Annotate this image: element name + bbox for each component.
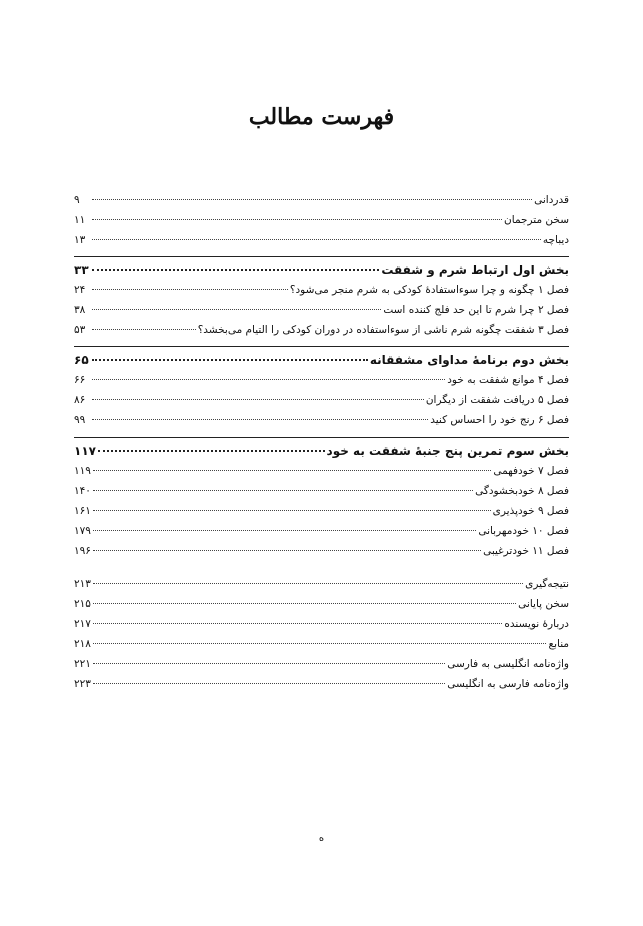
toc-entry-label: فصل ۵ دریافت شفقت از دیگران (425, 394, 569, 406)
toc-entry[interactable] (74, 463, 569, 483)
leader-dots (93, 510, 491, 511)
toc-entry[interactable] (74, 596, 569, 616)
toc-entry[interactable] (74, 656, 569, 676)
toc-entry-label: فصل ۸ خودبخشودگی (475, 485, 569, 497)
toc-entry-page: ۱۷۹ (74, 525, 91, 537)
toc-entry-page: ۹ (74, 194, 80, 206)
toc-entry[interactable] (74, 523, 569, 543)
toc-entry-page: ۲۱۸ (74, 638, 91, 650)
leader-dots (98, 450, 325, 452)
toc-entry-label: فصل ۲ چرا شرم تا این حد فلج کننده است (383, 304, 569, 316)
toc-entry-page: ۲۱۷ (74, 618, 91, 630)
toc-entry-page: ۱۴۰ (74, 485, 91, 497)
toc-entry-page: ۱۶۱ (74, 505, 91, 517)
toc-part-title[interactable] (74, 352, 569, 372)
toc-entry-label: واژه‌نامه فارسی به انگلیسی (447, 678, 569, 690)
toc-entry-page: ۱۳ (74, 234, 86, 246)
toc-entry-page: ۱۱۹ (74, 465, 91, 477)
toc-part-3 (74, 437, 569, 563)
leader-dots (93, 550, 481, 551)
leader-dots (93, 470, 491, 471)
toc-entry-label: فصل ۹ خودپذیری (492, 505, 569, 517)
toc-part-title[interactable] (74, 443, 569, 463)
toc-entry-label: قدردانی (534, 194, 569, 206)
toc-entry-label: منابع (548, 638, 569, 650)
toc-part-label: بخش دوم برنامهٔ مداوای مشفقانه (369, 353, 569, 367)
leader-dots (93, 643, 547, 644)
leader-dots (92, 239, 541, 240)
toc-entry[interactable] (74, 212, 569, 232)
toc-part-1 (74, 256, 569, 342)
section-divider (74, 346, 569, 347)
leader-dots (93, 663, 445, 664)
toc-entry-label: فصل ۴ موانع شفقت به خود (447, 374, 569, 386)
toc-part-page: ۳۳ (74, 263, 89, 277)
toc-entry-label: فصل ۷ خودفهمی (493, 465, 569, 477)
leader-dots (92, 269, 379, 271)
toc-entry-page: ۲۱۳ (74, 578, 91, 590)
leader-dots (93, 683, 445, 684)
toc-entry-label: فصل ۳ شفقت چگونه شرم ناشی از سوءاستفاده در دوران کودکی را التیام می‌بخشد؟ (197, 324, 569, 336)
footer-page-number: ه (318, 833, 325, 844)
toc-entry-page: ۲۴ (74, 284, 86, 296)
toc-entry[interactable] (74, 543, 569, 563)
section-divider (74, 437, 569, 438)
toc-entry-page: ۲۲۳ (74, 678, 91, 690)
toc-entry[interactable] (74, 192, 569, 212)
leader-dots (93, 530, 476, 531)
toc-entry[interactable] (74, 483, 569, 503)
toc-entry[interactable] (74, 322, 569, 342)
toc-back-matter (74, 576, 569, 696)
leader-dots (93, 603, 516, 604)
leader-dots (92, 219, 502, 220)
toc-part-2 (74, 346, 569, 432)
toc-entry-page: ۲۲۱ (74, 658, 91, 670)
leader-dots (92, 199, 532, 200)
toc-entry[interactable] (74, 392, 569, 412)
toc-entry-label: فصل ۱۰ خودمهربانی (478, 525, 569, 537)
leader-dots (93, 583, 523, 584)
toc-entry[interactable] (74, 302, 569, 322)
toc-entry[interactable] (74, 576, 569, 596)
toc-entry-label: نتیجه‌گیری (525, 578, 569, 590)
toc-entry[interactable] (74, 372, 569, 392)
toc-entry-label: فصل ۱۱ خودترغیبی (483, 545, 569, 557)
leader-dots (92, 399, 424, 400)
leader-dots (93, 623, 502, 624)
leader-dots (92, 309, 381, 310)
toc-entry-page: ۱۱ (74, 214, 86, 226)
toc-entry[interactable] (74, 412, 569, 432)
toc-entry-label: دربارهٔ نویسنده (504, 618, 569, 630)
toc-front-matter (74, 192, 569, 252)
toc-entry-label: سخن پایانی (518, 598, 569, 610)
toc-entry[interactable] (74, 636, 569, 656)
toc-entry[interactable] (74, 616, 569, 636)
toc-entry[interactable] (74, 232, 569, 252)
page-title: فهرست مطالب (248, 104, 395, 130)
toc-entry-page: ۲۱۵ (74, 598, 91, 610)
toc-part-title[interactable] (74, 262, 569, 282)
toc-entry-label: سخن مترجمان (504, 214, 569, 226)
leader-dots (92, 379, 445, 380)
toc-part-page: ۶۵ (74, 353, 89, 367)
toc-entry-page: ۱۹۶ (74, 545, 91, 557)
toc-entry[interactable] (74, 282, 569, 302)
toc-entry-page: ۳۸ (74, 304, 86, 316)
toc-entry-page: ۹۹ (74, 414, 86, 426)
toc-entry-label: فصل ۱ چگونه و چرا سوءاستفادهٔ کودکی به شرم منجر می‌شود؟ (289, 284, 569, 296)
leader-dots (92, 329, 196, 330)
section-divider (74, 256, 569, 257)
toc-entry[interactable] (74, 676, 569, 696)
leader-dots (93, 490, 473, 491)
toc-entry-page: ۵۳ (74, 324, 86, 336)
leader-dots (92, 289, 288, 290)
toc-entry-page: ۶۶ (74, 374, 86, 386)
toc-part-label: بخش اول ارتباط شرم و شفقت (381, 263, 569, 277)
toc-entry-label: واژه‌نامه انگلیسی به فارسی (447, 658, 569, 670)
leader-dots (92, 359, 368, 361)
toc-part-page: ۱۱۷ (74, 444, 96, 458)
toc-entry-label: دیباچه (542, 234, 569, 246)
toc-entry[interactable] (74, 503, 569, 523)
leader-dots (92, 419, 428, 420)
toc-entry-page: ۸۶ (74, 394, 86, 406)
toc-part-label: بخش سوم تمرین پنج جنبهٔ شفقت به خود (326, 444, 569, 458)
toc-entry-label: فصل ۶ رنج خود را احساس کنید (430, 414, 569, 426)
